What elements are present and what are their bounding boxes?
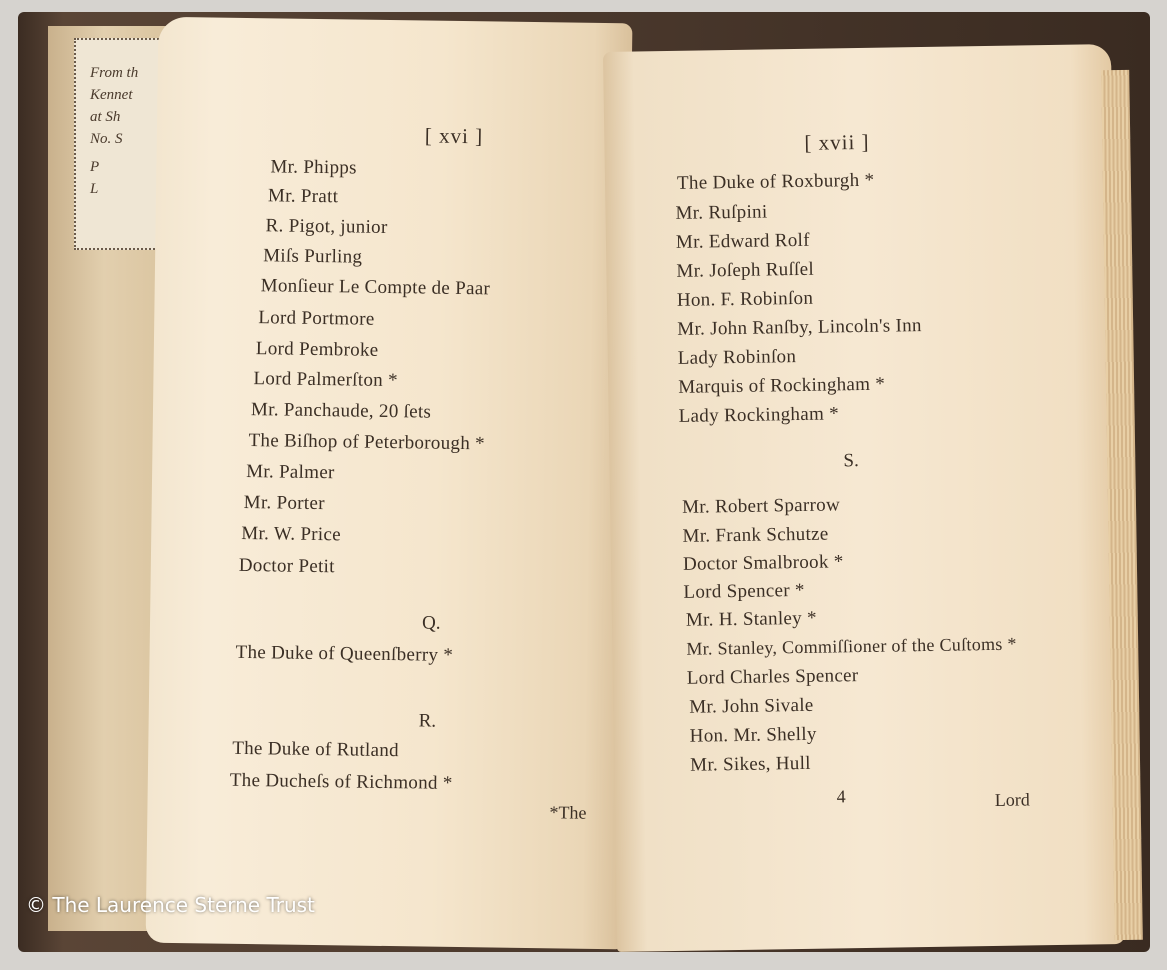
subscriber-entry: The Duke of Roxburgh * xyxy=(676,169,875,194)
subscriber-entry: Mr. Phipps xyxy=(270,156,357,179)
bookplate-line: P xyxy=(90,159,100,175)
subscriber-entry: Mr. Ruſpini xyxy=(675,201,768,224)
section-letter-q: Q. xyxy=(421,612,441,634)
subscriber-entry: Monſieur Le Compte de Paar xyxy=(260,275,491,300)
subscriber-entry: Miſs Purling xyxy=(263,245,363,268)
subscriber-entry: Mr. Edward Rolf xyxy=(675,229,810,253)
subscriber-entry: Lady Robinſon xyxy=(677,346,797,369)
copyright-watermark: © The Laurence Sterne Trust xyxy=(26,893,315,917)
subscriber-entry: Mr. John Ranſby, Lincoln's Inn xyxy=(677,315,922,340)
subscriber-entry: Mr. John Sivale xyxy=(689,694,814,718)
subscriber-entry: The Duke of Rutland xyxy=(232,737,400,762)
page-number-header: [ xvi ] xyxy=(424,123,484,149)
subscriber-entry: Lord Palmerſton * xyxy=(253,368,398,392)
subscriber-entry: Mr. Frank Schutze xyxy=(682,523,829,547)
section-letter-s: S. xyxy=(843,450,859,472)
right-page xyxy=(603,44,1125,952)
subscriber-entry: Lady Rockingham * xyxy=(678,403,840,427)
subscriber-entry: Mr. H. Stanley * xyxy=(685,607,817,631)
subscriber-entry: Mr. Porter xyxy=(243,491,325,515)
subscriber-entry: The Biſhop of Peterborough * xyxy=(248,430,486,455)
catchword: *The xyxy=(549,802,587,823)
subscriber-entry: Mr. Pratt xyxy=(267,185,339,208)
page-number-header: [ xvii ] xyxy=(804,129,870,155)
bookplate-line: L xyxy=(90,181,99,197)
subscriber-entry: Mr. Robert Sparrow xyxy=(681,494,841,518)
section-letter-r: R. xyxy=(418,710,437,732)
subscriber-entry: The Duke of Queenſberry * xyxy=(235,641,454,666)
subscriber-entry: Lord Pembroke xyxy=(255,338,379,361)
subscriber-entry: Mr. Joſeph Ruſſel xyxy=(676,258,815,282)
subscriber-entry: Hon. F. Robinſon xyxy=(676,287,814,311)
bookplate-line: From th xyxy=(90,65,139,81)
bookplate-line: Kennet xyxy=(90,87,133,103)
subscriber-entry: Mr. W. Price xyxy=(241,522,342,546)
subscriber-entry: The Ducheſs of Richmond * xyxy=(229,769,453,794)
subscriber-entry: Lord Portmore xyxy=(258,307,375,330)
subscriber-entry: R. Pigot, junior xyxy=(265,215,388,238)
subscriber-entry: Lord Spencer * xyxy=(683,579,805,603)
subscriber-entry: Mr. Stanley, Commiſſioner of the Cuſtoms * xyxy=(686,633,1017,659)
subscriber-entry: Doctor Smalbrook * xyxy=(682,551,844,575)
subscriber-entry: Lord Charles Spencer xyxy=(686,665,859,689)
subscriber-entry: Mr. Panchaude, 20 ſets xyxy=(250,399,432,423)
bookplate-line: at Sh xyxy=(90,109,121,125)
subscriber-entry: Hon. Mr. Shelly xyxy=(689,723,817,747)
subscriber-entry: Doctor Petit xyxy=(238,554,335,578)
subscriber-entry: Mr. Palmer xyxy=(245,461,335,484)
signature-mark: 4 xyxy=(836,786,846,807)
subscriber-entry: Mr. Sikes, Hull xyxy=(690,752,811,776)
subscriber-entry: Marquis of Rockingham * xyxy=(678,373,886,398)
left-page xyxy=(146,17,633,950)
catchword: Lord xyxy=(994,789,1030,810)
bookplate-line: No. S xyxy=(90,131,123,147)
